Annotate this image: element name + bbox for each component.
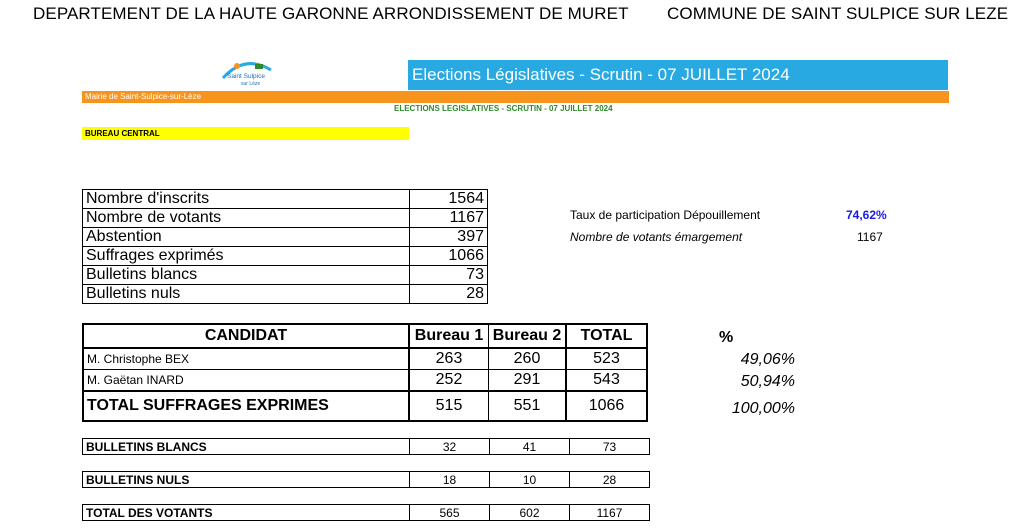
candidate-total: 543 <box>566 370 647 392</box>
candidates-header-row <box>83 324 647 348</box>
bulletins-blancs-label: BULLETINS BLANCS <box>83 439 410 455</box>
total-votants-row <box>83 505 650 521</box>
blancs-bureau1: 32 <box>410 439 490 455</box>
total-suffrages-label: TOTAL SUFFRAGES EXPRIMES <box>83 391 409 421</box>
header-department: DEPARTEMENT DE LA HAUTE GARONNE ARRONDISSEMENT DE MURET <box>33 4 629 23</box>
blancs-bureau2: 41 <box>490 439 570 455</box>
col-header-total: TOTAL <box>566 324 647 348</box>
stats-row <box>83 247 488 266</box>
stats-row <box>83 266 488 285</box>
blancs-total: 73 <box>570 439 650 455</box>
stat-value: 397 <box>410 228 488 247</box>
candidate-bureau2: 260 <box>489 348 567 370</box>
percent-header: % <box>719 329 734 346</box>
logo-icon <box>215 56 277 92</box>
stats-table <box>82 189 488 304</box>
participation-rate: 74,62% <box>846 208 887 222</box>
candidate-percent: 49,06% <box>740 351 795 368</box>
stat-value: 1564 <box>410 190 488 209</box>
stat-value: 73 <box>410 266 488 285</box>
stat-value: 1167 <box>410 209 488 228</box>
participation-label: Taux de participation Dépouillement <box>570 208 761 222</box>
election-subtitle: ELECTIONS LEGISLATIVES - SCRUTIN - 07 JUILLET 2024 <box>394 104 613 113</box>
logo-text-line1: Saint Sulpice <box>227 73 265 80</box>
col-header-candidat: CANDIDAT <box>83 324 409 348</box>
candidate-bureau1: 252 <box>409 370 489 392</box>
bulletins-nuls-label: BULLETINS NULS <box>83 472 410 488</box>
total-percent: 100,00% <box>731 400 795 417</box>
candidate-row <box>83 348 647 370</box>
votants-bureau2: 602 <box>490 505 570 521</box>
total-suffrages-row <box>83 391 647 421</box>
candidate-name: M. Gaëtan INARD <box>83 370 409 392</box>
stat-label: Nombre de votants <box>83 209 410 228</box>
col-header-bureau1: Bureau 1 <box>409 324 489 348</box>
candidate-total: 523 <box>566 348 647 370</box>
header-commune: COMMUNE DE SAINT SULPICE SUR LEZE <box>667 4 1009 23</box>
votants-total: 1167 <box>570 505 650 521</box>
nuls-bureau2: 10 <box>490 472 570 488</box>
total-bureau1: 515 <box>409 391 489 421</box>
stat-value: 28 <box>410 285 488 304</box>
logo-text-line2: sur Lèze <box>241 81 261 87</box>
candidate-row <box>83 370 647 392</box>
total-total: 1066 <box>566 391 647 421</box>
emargement-value: 1167 <box>857 230 883 244</box>
nuls-bureau1: 18 <box>410 472 490 488</box>
mairie-bar: Mairie de Saint-Sulpice-sur-Lèze <box>82 91 949 103</box>
total-bureau2: 551 <box>489 391 567 421</box>
stat-label: Abstention <box>83 228 410 247</box>
candidates-table <box>82 323 648 422</box>
percent-column <box>700 327 795 420</box>
total-votants-table <box>82 504 650 521</box>
emargement-label: Nombre de votants émargement <box>570 230 743 244</box>
bulletins-nuls-table <box>82 471 650 488</box>
stat-label: Bulletins blancs <box>83 266 410 285</box>
stat-label: Suffrages exprimés <box>83 247 410 266</box>
votants-bureau1: 565 <box>410 505 490 521</box>
election-banner: Elections Législatives - Scrutin - 07 JUILLET 2024 <box>408 60 948 90</box>
bureau-label: BUREAU CENTRAL <box>82 127 409 140</box>
nuls-total: 28 <box>570 472 650 488</box>
bulletins-blancs-table <box>82 438 650 455</box>
candidate-name: M. Christophe BEX <box>83 348 409 370</box>
stat-label: Bulletins nuls <box>83 285 410 304</box>
col-header-bureau2: Bureau 2 <box>489 324 567 348</box>
logo <box>215 56 277 92</box>
stats-row <box>83 228 488 247</box>
total-votants-label: TOTAL DES VOTANTS <box>83 505 410 521</box>
bulletins-nuls-row <box>83 472 650 488</box>
candidate-bureau1: 263 <box>409 348 489 370</box>
stats-row <box>83 285 488 304</box>
candidate-bureau2: 291 <box>489 370 567 392</box>
bulletins-blancs-row <box>83 439 650 455</box>
stat-value: 1066 <box>410 247 488 266</box>
stats-row <box>83 190 488 209</box>
stat-label: Nombre d'inscrits <box>83 190 410 209</box>
stats-row <box>83 209 488 228</box>
candidate-percent: 50,94% <box>740 373 795 390</box>
